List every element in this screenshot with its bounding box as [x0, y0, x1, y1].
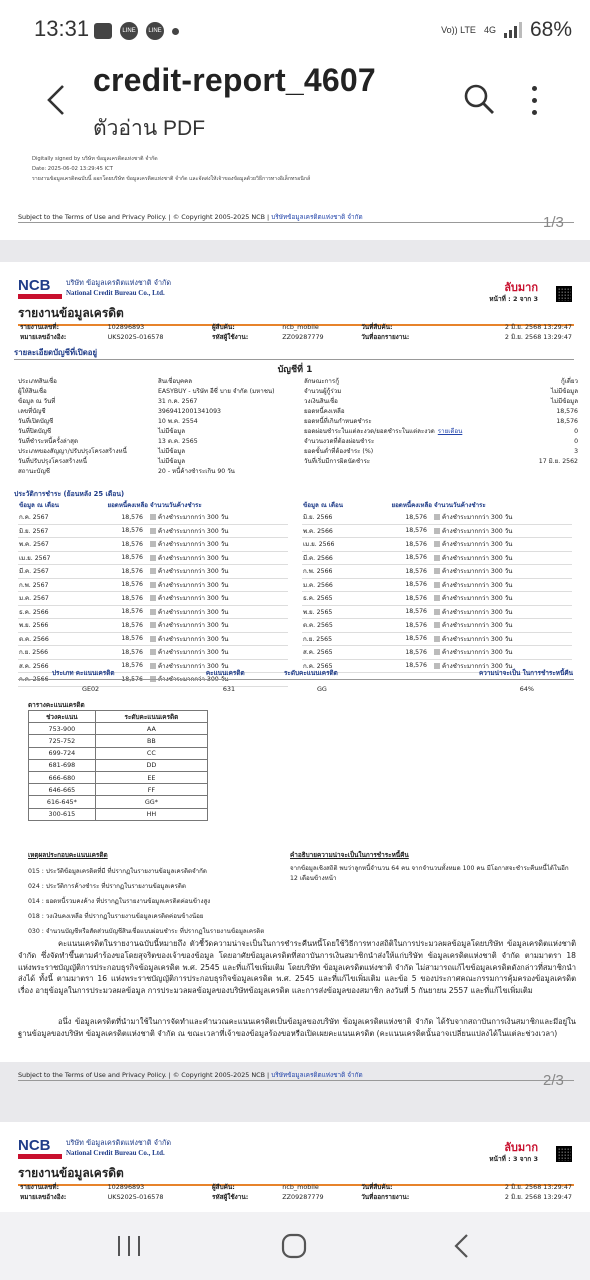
- pdf-page-2: [0, 262, 590, 1062]
- page-footer: Subject to the Terms of Use and Privacy Policy. | © Copyright 2005-2025 NCB | บริษัทข้อมูลเครดิตแห่งชาติ จำกัด: [18, 212, 574, 223]
- confidential-label: ลับมาก: [504, 281, 538, 294]
- credit-grade: GG: [316, 685, 327, 693]
- status-flag-icon: [434, 609, 440, 615]
- score-range-row: 666-680 EE: [29, 771, 208, 783]
- history-row: ส.ค. 2566 18,576 ค้างชำระมากกว่า 300 วัน: [18, 659, 288, 673]
- status-flag-icon: [150, 609, 156, 615]
- score-range-row: 725-752 BB: [29, 735, 208, 747]
- disclaimer-paragraph-1: คะแนนเครดิตในรายงานฉบับนี้หมายถึง ตัวชี้วัดความน่าจะเป็นในการชำระคืนหนี้โดยใช้วิธีการทางสถิติในการประมวลผลข้อมูลโดยบริษัท ข้อมูลเครดิตแห่งชาติ จำกัด ซึ่งจัดทำขึ้นตามคำร้องขอโดยสุจริตของเจ้าของข้อมูล โดยอาศัยข้อมูลเครดิตที่สถาบันการเงินสมาชิกนำส่งให้แก่บริษัท ข้อมูลเครดิตแห่งชาติ จำกัด ตามมาตรา 18 แห่งพระราชบัญญัติการประกอบธุรกิจข้อมูลเครดิต พ.ศ. 2545 และที่แก้ไขเพิ่มเติม โดยบริษัท ข้อมูลเครดิตแห่งชาติ จำกัด ไม่สามารถแก้ไขข้อมูลเครดิตดังกล่าวที่สมาชิกนำส่งได้ ทั้งนี้ ตามมาตรา 16 แห่งพระราชบัญญัติการประกอบธุรกิจข้อมูลเครดิต พ.ศ. 2545 และที่แก้ไขเพิ่มเติม และข้อ 5 ของประกาศคณะกรรมการคุ้มครองข้อมูลเครดิต เรื่อง อายุข้อมูลในการประมวลผลข้อมูล การประมวลผลข้อมูลของบริษัทข้อมูลเครดิต และการส่งข้อมูลของสมาชิก ลงวันที่ 5 กันยายน 2557 และที่แก้ไขเพิ่มเติม: [18, 939, 576, 996]
- account-row: วันที่เปิดบัญชี 10 พ.ค. 2554 ยอดหนี้ที่เกินกำหนดชำระ 18,576: [18, 417, 578, 425]
- history-row: มิ.ย. 2566 18,576 ค้างชำระมากกว่า 300 วัน: [302, 511, 572, 524]
- history-row: มี.ค. 2567 18,576 ค้างชำระมากกว่า 300 วัน: [18, 565, 288, 579]
- document-title: credit-report_4607: [93, 62, 376, 98]
- history-row: ม.ค. 2566 18,576 ค้างชำระมากกว่า 300 วัน: [302, 578, 572, 592]
- search-icon: [462, 82, 496, 116]
- back-arrow-icon: [47, 84, 65, 116]
- more-notifications-dot-icon: [172, 28, 179, 35]
- payment-history-title: ประวัติการชำระ (ย้อนหลัง 25 เดือน): [14, 490, 125, 498]
- reasons-title: เหตุผลประกอบคะแนนเครดิต: [28, 851, 108, 859]
- account-row: ข้อมูล ณ วันที่ 31 ก.ค. 2567 วงเงินสินเชื่อ ไม่มีข้อมูล: [18, 398, 578, 405]
- score-range-row: 699-724 CC: [29, 747, 208, 759]
- app-header: [0, 62, 590, 150]
- status-flag-icon: [434, 649, 440, 655]
- account-row: ประเภทสินเชื่อ สินเชื่อบุคคล ลักษณะการกู้ กู้เดี่ยว: [18, 378, 578, 385]
- page-2-footer: Subject to the Terms of Use and Privacy Policy. | © Copyright 2005-2025 NCB | บริษัทข้อมูลเครดิตแห่งชาติ จำกัด: [18, 1070, 574, 1081]
- report-header: [18, 276, 572, 304]
- status-flag-icon: [150, 528, 156, 534]
- history-row: ก.ค. 2565 18,576 ค้างชำระมากกว่า 300 วัน: [302, 659, 572, 673]
- explain-title: คำอธิบายความน่าจะเป็นในการชำระหนี้คืน: [290, 851, 409, 859]
- status-flag-icon: [434, 555, 440, 561]
- status-flag-icon: [434, 622, 440, 628]
- ncb-footer-link[interactable]: บริษัทข้อมูลเครดิตแห่งชาติ จำกัด: [271, 213, 363, 221]
- history-row: เม.ย. 2567 18,576 ค้างชำระมากกว่า 300 วัน: [18, 551, 288, 565]
- status-flag-icon: [434, 582, 440, 588]
- account-details: [18, 376, 578, 476]
- history-row: ก.พ. 2566 18,576 ค้างชำระมากกว่า 300 วัน: [302, 565, 572, 579]
- history-row: ก.ย. 2566 18,576 ค้างชำระมากกว่า 300 วัน: [18, 646, 288, 660]
- score-range-row: 616-645* GG*: [29, 796, 208, 808]
- reason-item: 015 : ประวัติข้อมูลเครดิตที่มี ที่ปรากฏในรายงานข้อมูลเครดิตจำกัด: [28, 868, 207, 875]
- history-row: พ.ค. 2566 18,576 ค้างชำระมากกว่า 300 วัน: [302, 524, 572, 538]
- status-right: [441, 18, 572, 42]
- reason-item: 030 : จำนวนบัญชีหรือสัดส่วนบัญชีสินเชื่อแบบผ่อนชำระ ที่ปรากฏในรายงานข้อมูลเครดิต: [28, 928, 265, 935]
- home-icon: [281, 1233, 307, 1259]
- status-flag-icon: [150, 555, 156, 561]
- score-type: GE02: [82, 685, 100, 693]
- repay-probability: 64%: [519, 685, 534, 693]
- payment-history-right: ข้อมูล ณ เดือน ยอดหนี้คงเหลือ จำนวนวันค้างชำระ มิ.ย. 2566 18,576 ค้างชำระมากกว่า 300 วัน พ.ค. 2566 18,576 ค้างชำระมากกว่า 300 วัน เม.ย. 2566 18,576 ค้างชำระมากกว่า 300 วัน มี.ค. 2566 18,576 ค้างชำระมากกว่า 300 วัน ก.พ. 2566 18,576 ค้างชำระมากกว่า 300 วัน ม.ค. 2566 18,576 ค้างชำระมากกว่า 300 วัน ธ.ค. 2565 18,576 ค้างชำระมากกว่า 300 วัน พ.ย. 2565 18,576 ค้างชำระมากกว่า 300 วัน ต.ค. 2565 18,576 ค้างชำระมากกว่า 300 วัน ก.ย. 2565 18,576 ค้างชำระมากกว่า 300 วัน ส.ค. 2565 18,576 ค้างชำระมากกว่า 300 วัน ก.ค. 2565 18,576 ค้างชำระมากกว่า 300 วัน: [302, 499, 572, 673]
- status-flag-icon: [150, 622, 156, 628]
- status-flag-icon: [434, 514, 440, 520]
- report-info: รายงานเลขที่: 102896893 ผู้สืบค้น: ncb_mobile วันที่สืบค้น: 2 มิ.ย. 2568 13:29:47 หมายเลขอ้างอิง: UKS2025-016578 รหัสผู้ใช้งาน: ZZ09287779 วันที่ออกรายงาน: 2 มิ.ย. 2568 13:29:47: [20, 323, 572, 341]
- status-flag-icon: [434, 528, 440, 534]
- line-app-icon-2: LINE: [146, 22, 164, 40]
- explain-text: จากข้อมูลเชิงสถิติ พบว่าลูกหนี้จำนวน 64 คน จากจำนวนทั้งหมด 100 คน มีโอกาสจะชำระคืนหนี้ได้ในอีก 12 เดือนข้างหน้า: [290, 865, 569, 882]
- ncb-logo-3: NCB: [18, 1138, 62, 1160]
- account-row: วันที่ชำระหนี้ครั้งล่าสุด 13 ต.ค. 2565 จำนวนงวดที่ต้องผ่อนชำระ 0: [18, 437, 578, 445]
- status-flag-icon: [150, 582, 156, 588]
- history-row: ต.ค. 2565 18,576 ค้างชำระมากกว่า 300 วัน: [302, 619, 572, 633]
- document-subtitle: ตัวอ่าน PDF: [93, 117, 206, 140]
- page-of-label: หน้าที่ : 2 จาก 3: [489, 295, 538, 303]
- page-number: 1/3: [543, 214, 564, 231]
- status-flag-icon: [434, 541, 440, 547]
- more-options-button[interactable]: [522, 82, 546, 118]
- network-type: 4G: [483, 24, 496, 35]
- disclaimer-paragraph-2: อนึ่ง ข้อมูลเครดิตที่นำมาใช้ในการจัดทำและคำนวณคะแนนเครดิตเป็นข้อมูลของบริษัท ข้อมูลเครดิตแห่งชาติ จำกัด ได้รับจากสถาบันการเงินสมาชิกและมีอยู่ในฐานข้อมูลของบริษัท ข้อมูลเครดิตแห่งชาติ จำกัด ณ ขณะเวลาที่เจ้าของข้อมูลร้องขอหรือเปิดเผยคะแนนเครดิต (คะแนนเครดิตนั้นอาจเปลี่ยนแปลงได้ในแต่ละช่วงเวลา): [18, 1017, 576, 1038]
- history-row: มี.ค. 2566 18,576 ค้างชำระมากกว่า 300 วัน: [302, 551, 572, 565]
- status-flag-icon: [150, 649, 156, 655]
- report-title: รายงานข้อมูลเครดิต: [18, 304, 574, 326]
- status-flag-icon: [150, 595, 156, 601]
- search-button[interactable]: [462, 82, 498, 118]
- qr-code-icon: [556, 286, 572, 302]
- status-flag-icon: [434, 568, 440, 574]
- volte-indicator: Vo)) LTE: [441, 24, 476, 35]
- page-of-label-3: หน้าที่ : 3 จาก 3: [489, 1155, 538, 1163]
- history-row: ส.ค. 2565 18,576 ค้างชำระมากกว่า 300 วัน: [302, 646, 572, 660]
- recents-button[interactable]: [104, 1226, 154, 1266]
- more-vert-icon: [532, 86, 537, 91]
- reason-item: 024 : ประวัติการค้างชำระ ที่ปรากฏในรายงานข้อมูลเครดิต: [28, 883, 186, 890]
- reason-item: 014 : ยอดหนี้รวมคงค้าง ที่ปรากฏในรายงานข้อมูลเครดิตค่อนข้างสูง: [28, 898, 211, 905]
- status-flag-icon: [150, 568, 156, 574]
- company-name-en-3: National Credit Bureau Co., Ltd.: [66, 1149, 165, 1157]
- history-row: พ.ย. 2566 18,576 ค้างชำระมากกว่า 300 วัน: [18, 619, 288, 633]
- confidential-label-3: ลับมาก: [504, 1141, 538, 1154]
- history-row: ม.ค. 2567 18,576 ค้างชำระมากกว่า 300 วัน: [18, 592, 288, 606]
- ncb-logo: NCB: [18, 278, 62, 300]
- score-range-row: 681-698 DD: [29, 759, 208, 771]
- qr-code-icon-3: [556, 1146, 572, 1162]
- history-row: พ.ย. 2565 18,576 ค้างชำระมากกว่า 300 วัน: [302, 605, 572, 619]
- score-range-table: ช่วงคะแนน ระดับคะแนนเครดิต 753-900 AA 725-752 BB 699-724 CC 681-698 DD 666-680 EE 646-665 FF 616-645* GG* 300-615 HH: [28, 710, 208, 821]
- history-row: เม.ย. 2566 18,576 ค้างชำระมากกว่า 300 วัน: [302, 538, 572, 552]
- report-header-3: [18, 1136, 572, 1164]
- score-range-row: 300-615 HH: [29, 808, 208, 820]
- account-title: บัญชีที่ 1: [277, 365, 313, 375]
- history-row: ก.ค. 2566 18,576 ค้างชำระมากกว่า 300 วัน: [18, 673, 288, 687]
- nav-back-icon: [453, 1233, 469, 1259]
- account-row: วันที่ปรับปรุงโครงสร้างหนี้ ไม่มีข้อมูล วันที่เริ่มมีการผิดนัดชำระ 17 มิ.ย. 2562: [18, 458, 578, 465]
- status-flag-icon: [150, 636, 156, 642]
- company-name-en: National Credit Bureau Co., Ltd.: [66, 289, 165, 297]
- credit-score: 631: [222, 685, 236, 693]
- score-table-title: ตารางคะแนนเครดิต: [28, 701, 85, 709]
- pdf-page-3: [0, 1122, 590, 1214]
- signal-icon: [504, 22, 522, 38]
- reasons-list: [28, 864, 288, 939]
- pdf-page-1: [0, 150, 590, 240]
- credit-score-summary: ประเภท คะแนนเครดิต คะแนนเครดิต ระดับคะแนนเครดิต ความน่าจะเป็น ในการชำระหนี้คืน GE02 631 GG 64%: [18, 666, 574, 698]
- account-row: ประเภทของสัญญา/ปรับปรุงโครงสร้างหนี้ ไม่มีข้อมูล ยอดขั้นต่ำที่ต้องชำระ (%) 3: [18, 447, 578, 455]
- home-button[interactable]: [269, 1226, 319, 1266]
- score-range-row: 753-900 AA: [29, 723, 208, 735]
- report-info-3: รายงานเลขที่: 102896893 ผู้สืบค้น: ncb_mobile วันที่สืบค้น: 2 มิ.ย. 2568 13:29:47 หมายเลขอ้างอิง: UKS2025-016578 รหัสผู้ใช้งาน: ZZ09287779 วันที่ออกรายงาน: 2 มิ.ย. 2568 13:29:47: [20, 1183, 572, 1201]
- history-row: ธ.ค. 2565 18,576 ค้างชำระมากกว่า 300 วัน: [302, 592, 572, 606]
- payment-history-left: ข้อมูล ณ เดือน ยอดหนี้คงเหลือ จำนวนวันค้างชำระ ก.ค. 2567 18,576 ค้างชำระมากกว่า 300 วัน มิ.ย. 2567 18,576 ค้างชำระมากกว่า 300 วัน พ.ค. 2567 18,576 ค้างชำระมากกว่า 300 วัน เม.ย. 2567 18,576 ค้างชำระมากกว่า 300 วัน มี.ค. 2567 18,576 ค้างชำระมากกว่า 300 วัน ก.พ. 2567 18,576 ค้างชำระมากกว่า 300 วัน ม.ค. 2567 18,576 ค้างชำระมากกว่า 300 วัน ธ.ค. 2566 18,576 ค้างชำระมากกว่า 300 วัน พ.ย. 2566 18,576 ค้างชำระมากกว่า 300 วัน ต.ค. 2566 18,576 ค้างชำระมากกว่า 300 วัน ก.ย. 2566 18,576 ค้างชำระมากกว่า 300 วัน ส.ค. 2566 18,576 ค้างชำระมากกว่า 300 วัน ก.ค. 2566 18,576 ค้างชำระมากกว่า 300 วัน: [18, 499, 288, 687]
- account-row: วันที่ปิดบัญชี ไม่มีข้อมูล ยอดผ่อนชำระในแต่ละงวด/ยอดชำระในแต่ละงวด รายเดือน 0: [18, 427, 578, 435]
- section-title-open-accounts: รายละเอียดบัญชีที่เปิดอยู่: [14, 347, 574, 360]
- back-button[interactable]: [36, 80, 76, 120]
- history-row: ต.ค. 2566 18,576 ค้างชำระมากกว่า 300 วัน: [18, 632, 288, 646]
- company-name-th-3: บริษัท ข้อมูลเครดิตแห่งชาติ จำกัด: [66, 1138, 172, 1147]
- history-row: ธ.ค. 2566 18,576 ค้างชำระมากกว่า 300 วัน: [18, 605, 288, 619]
- notification-icons: [94, 22, 179, 40]
- nav-back-button[interactable]: [436, 1226, 486, 1266]
- history-row: ก.ย. 2565 18,576 ค้างชำระมากกว่า 300 วัน: [302, 632, 572, 646]
- history-row: มิ.ย. 2567 18,576 ค้างชำระมากกว่า 300 วัน: [18, 524, 288, 538]
- status-flag-icon: [150, 541, 156, 547]
- account-row: ผู้ให้สินเชื่อ EASYBUY - บริษัท อีซี่ บาย จำกัด (มหาชน) จำนวนผู้กู้ร่วม ไม่มีข้อมูล: [18, 388, 578, 395]
- report-title-3: รายงานข้อมูลเครดิต: [18, 1164, 574, 1186]
- gallery-icon: [94, 23, 112, 39]
- installment-period-link[interactable]: รายเดือน: [437, 428, 463, 435]
- history-row: พ.ค. 2567 18,576 ค้างชำระมากกว่า 300 วัน: [18, 538, 288, 552]
- system-nav-bar: [0, 1212, 590, 1280]
- status-flag-icon: [434, 636, 440, 642]
- status-flag-icon: [150, 514, 156, 520]
- history-row: ก.พ. 2567 18,576 ค้างชำระมากกว่า 300 วัน: [18, 578, 288, 592]
- digital-signature: Digitally signed by บริษัท ข้อมูลเครดิตแห่งชาติ จำกัด Date: 2025-06-02 13:29:45 ICT รายงานข้อมูลเครดิตฉบับนี้ ออกโดยบริษัท ข้อมูลเครดิตแห่งชาติ จำกัด และจัดส่งให้เจ้าของข้อมูลด้วยวิธีการทางอิเล็กทรอนิกส์: [32, 156, 311, 182]
- status-bar: [0, 0, 590, 62]
- account-row: สถานะบัญชี 20 - หนี้ค้างชำระเกิน 90 วัน: [18, 468, 235, 475]
- history-row: ก.ค. 2567 18,576 ค้างชำระมากกว่า 300 วัน: [18, 511, 288, 524]
- account-row: เลขที่บัญชี 3969412001341093 ยอดหนี้คงเหลือ 18,576: [18, 407, 578, 415]
- recents-icon: [116, 1234, 142, 1258]
- reason-item: 018 : วงเงินคงเหลือ ที่ปรากฏในรายงานข้อมูลเครดิตค่อนข้างน้อย: [28, 913, 204, 920]
- page-number-2: 2/3: [543, 1072, 564, 1089]
- status-time: 13:31: [34, 16, 90, 41]
- company-name-th: บริษัท ข้อมูลเครดิตแห่งชาติ จำกัด: [66, 278, 172, 287]
- ncb-footer-link-2[interactable]: บริษัทข้อมูลเครดิตแห่งชาติ จำกัด: [271, 1071, 363, 1079]
- status-flag-icon: [434, 595, 440, 601]
- battery-level: 68%: [529, 18, 572, 41]
- score-range-row: 646-665 FF: [29, 784, 208, 796]
- line-app-icon: LINE: [120, 22, 138, 40]
